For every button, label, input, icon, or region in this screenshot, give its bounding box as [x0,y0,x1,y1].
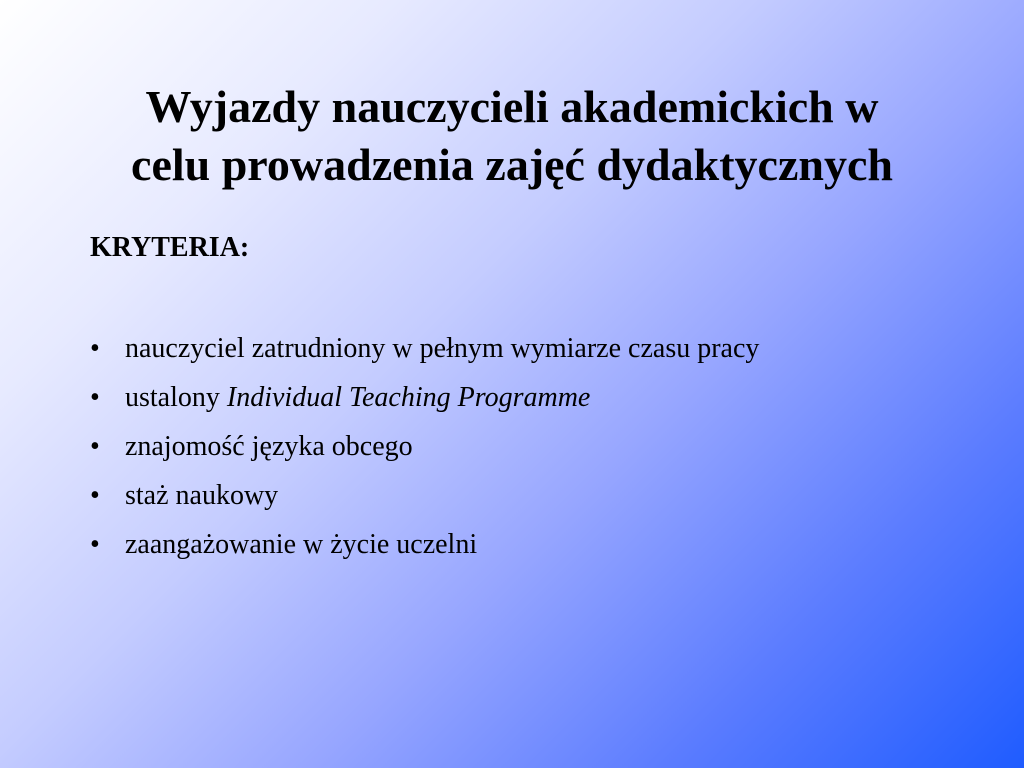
criteria-item-emphasis: Individual Teaching Programme [226,382,591,413]
slide-title [60,78,964,194]
criteria-list [90,330,990,575]
bullet-icon: • [90,382,100,413]
bullet-icon: • [90,529,100,560]
criteria-item-text: ustalony [125,382,227,413]
criteria-item-1 [90,330,990,379]
criteria-item-text: staż naukowy [125,480,279,511]
criteria-item-text: nauczyciel zatrudniony w pełnym wymiarze czasu pracy [125,333,760,364]
bullet-icon: • [90,431,100,462]
criteria-heading: KRYTERIA: [90,232,250,263]
bullet-icon: • [90,333,100,364]
criteria-item-4 [90,477,990,526]
criteria-item-3 [90,428,990,477]
criteria-item-text: znajomość języka obcego [125,431,413,462]
slide-title-line-1: Wyjazdy nauczycieli akademickich w [145,81,879,132]
criteria-item-text: zaangażowanie w życie uczelni [125,529,478,560]
bullet-icon: • [90,480,100,511]
slide-title-line-2: celu prowadzenia zajęć dydaktycznych [131,139,893,190]
criteria-item-2 [90,379,990,428]
criteria-item-5 [90,526,990,575]
